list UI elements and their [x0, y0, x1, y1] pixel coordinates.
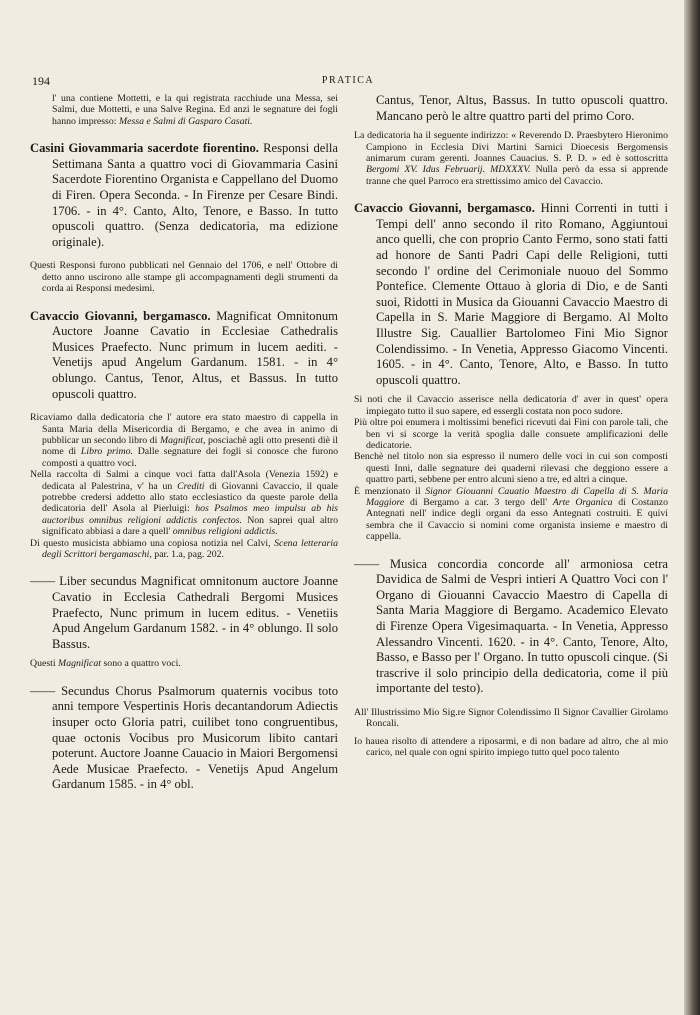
entry-liber-secundus: —— Liber secundus Magnificat omnitonum auctore Joanne Cavatio in Ecclesia Cathedrali Bergomi Musices Praefecto, Nunc primum in lucem editus. - Venetiis Apud Angelum Gardanum 1582. - in 4° oblungo. Il solo Bassus.: [30, 574, 338, 651]
note-paragraph: Questi Magnificat sono a quattro voci.: [30, 658, 181, 670]
entry-cavaccio-hinni: Cavaccio Giovanni, bergamasco. Hinni Correnti in tutti i Tempi dell' anno secondo il rito Romano, Aggiuntoui anco quelli, che con proprio Canto Fermo, sono stati fatti ad honore de Santi Padri Capi delle Religioni, tutti secondo l' ordine del Cerimoniale nuouo del Sommo Pontefice. Clemente Ottauo à gloria di Dio, e de Santi suoi, Ridotti in Musica da Giouanni Cavaccio Maestro di Capella in S. Marie Maggiore di Bergamo. Al Molto Illustre Sig. Cauallier Bartolomeo Fini Mio Signor Colendissimo. - In Venetia, Appresso Giacomo Vincenti. 1605. - in 4°. Canto, Tenore, Alto, e Basso. In tutto opuscoli quattro.: [354, 201, 668, 387]
note-paragraph: Io hauea risolto di attendere a riposarmi, e di non badare ad altro, che al mio carico, nel quale con ogni spirito impiego tutto quel poco talento: [354, 735, 668, 759]
page-number: 194: [32, 74, 50, 88]
note-paragraph: Ricaviamo dalla dedicatoria che l' autore era stato maestro di cappella in Santa Maria della Misericordia di Bergamo, e che avea in animo di pubblicar un secondo libro di Magnificat, posciachè agli otto presenti diè il nome di Libro primo. Dalle segnature dei fogli si conosce che furono composti a quattro voci.: [30, 412, 339, 469]
entry-continuation: Cantus, Tenor, Altus, Bassus. In tutto opuscoli quattro. Mancano però le altre quattro parti del primo Coro.: [376, 93, 668, 123]
entry-musica-concordia: —— Musica concordia concorde all' armoniosa cetra Davidica de Salmi de Vespri intieri A Quattro Voci con l' Organo di Giouanni Cavaccio Maestro di Capella di Santa Maria Maggiore di Bergamo. Academico Elevato di Firenze Opera Vigesimaquarta. - In Venetia, Appresso Alessandro Vincenti. 1620. - in 4°. Canto, Tenore, Alto, Basso, e Basso per l' Organo. In tutto opuscoli cinque. (Si trascrive il solo principio della dedicatoria, come il più importante del testo).: [354, 556, 668, 696]
entry-secundus-chorus: —— Secundus Chorus Psalmorum quaternis vocibus toto anni tempore Vespertinis Horis decantandorum Adiectis insuper octo Gloria patri, cuilibet tono congruentibus, quae octonis Vocibus pro Musicorum libito cantari poterunt. Auctore Joanne Cauacio in Maiori Bergomensi Aede Musicae Praefecto. - Venetijs Apud Angelum Gardanum 1585. - in 4° obl.: [30, 683, 338, 792]
note-paragraph: All' Illustrissimo Mio Sig.re Signor Colendissimo Il Signor Cavallier Girolamo Roncali.: [354, 706, 668, 730]
note-paragraph: Si noti che il Cavaccio asserisce nella dedicatoria d' aver in quest' opera impiegato tutto il suo sapere, ed essergli costata non poco sudore.: [354, 394, 668, 417]
note-paragraph: È menzionato il Signor Giouanni Cauatio Maestro di Capella di S. Maria Maggiore di Bergamo a car. 3 tergo dell' Arte Organica di Costanzo Antegnati nell' indice degli organi da esso Antegnati costruiti. E quivi sembra che il Cavaccio si nomini come organista insieme e maestro di cappella.: [354, 485, 669, 543]
note-paragraph: Più oltre poi enumera i moltissimi benefici ricevuti dai Fini con parole tali, che ben vi si scorge la verità spoglia dalle consuete amplificazioni delle dedicatorie.: [354, 417, 668, 451]
entry-cavaccio-magnificat: Cavaccio Giovanni, bergamasco. Magnificat Omnitonum Auctore Joanne Cavatio in Ecclesiae Cathedralis Musices Praefecto. Nunc primum in lucem aediti. - Venetijs apud Angelum Gardanum. 1581. - in 4° oblungo. Cantus, Tenor, Altus, et Bassus. In tutto opuscoli quattro.: [30, 308, 338, 401]
entry-heading: Cavaccio Giovanni, bergamasco.: [354, 201, 535, 216]
note-paragraph: Benchè nel titolo non sia espresso il numero delle voci in cui son composti questi Inni, dalle segnature dei quaderni rilevasi che deggiono essere a quattro parti, sebbene per entro alcuni sieno a tre, ed altri a cinque.: [354, 451, 668, 486]
right-column: [354, 93, 668, 759]
entry-heading: Cavaccio Giovanni, bergamasco.: [30, 308, 211, 323]
entry-heading: Casini Giovammaria sacerdote fiorentino.: [30, 141, 259, 156]
left-column: [30, 93, 338, 793]
note-paragraph: Nella raccolta di Salmi a cinque voci fatta dall'Asola (Venezia 1592) e dedicata al Palestrina, v' ha un Crediti di Giovanni Cavaccio, il quale potrebbe credersi addetto allo stato ecclesiastico da queste parole della dedicatoria dell' Asola al Pierluigi: hos Psalmos meo impulsu ab his auctoribus omnibus religioni addictis confectos. Non saprei qual altro significato abbiasi a dare a quell' omnibus religioni addictis.: [30, 469, 339, 538]
page-header: [30, 74, 666, 88]
note-paragraph: La dedicatoria ha il seguente indirizzo: « Reverendo D. Praesbytero Hieronimo Campiono in Ecclesia Divi Martini Sarnici Dioecesis Bergomensis animarum curam gerenti. Joannes Cauacius. S. P. D. » ed è sottoscritta Bergomi XV. Idus Februarij. MDXXXV. Nulla però da essa si apprende tranne che quel Parroco era strettissimo amico del Cavaccio.: [354, 130, 669, 187]
book-gutter: [684, 0, 700, 1015]
running-header: PRATICA: [321, 75, 375, 86]
note-paragraph: Questi Responsi furono pubblicati nel Gennaio del 1706, e nell' Ottobre di detto anno uscirono alle stampe gli accompagnamenti degli strumenti da corda ai Responsi medesimi.: [30, 260, 338, 295]
note-paragraph: l' una contiene Mottetti, e la qui registrata racchiude una Messa, sei Salmi, due Mottetti, e una Salve Regina. Ed anzi le segnature dei fogli hanno impresso: Messa e Salmi di Gasparo Casati.: [52, 93, 338, 127]
note-paragraph: Di questo musicista abbiamo una copiosa notizia nel Calvi, Scena letteraria degli Scrittori bergamaschi, par. 1.a, pag. 202.: [30, 537, 338, 561]
entry-casini: Casini Giovammaria sacerdote fiorentino. Responsi della Settimana Santa a quattro voci di Giovammaria Casini Sacerdote Fiorentino Organista e Cappellano del Duomo di Firen. Opera Seconda. - In Firenze per Cesare Bindi. 1706. - in 4°. Canto, Alto, Tenore, e Basso. In tutto opuscoli quattro. (Senza dedicatoria, ma edizione originale).: [30, 141, 338, 249]
